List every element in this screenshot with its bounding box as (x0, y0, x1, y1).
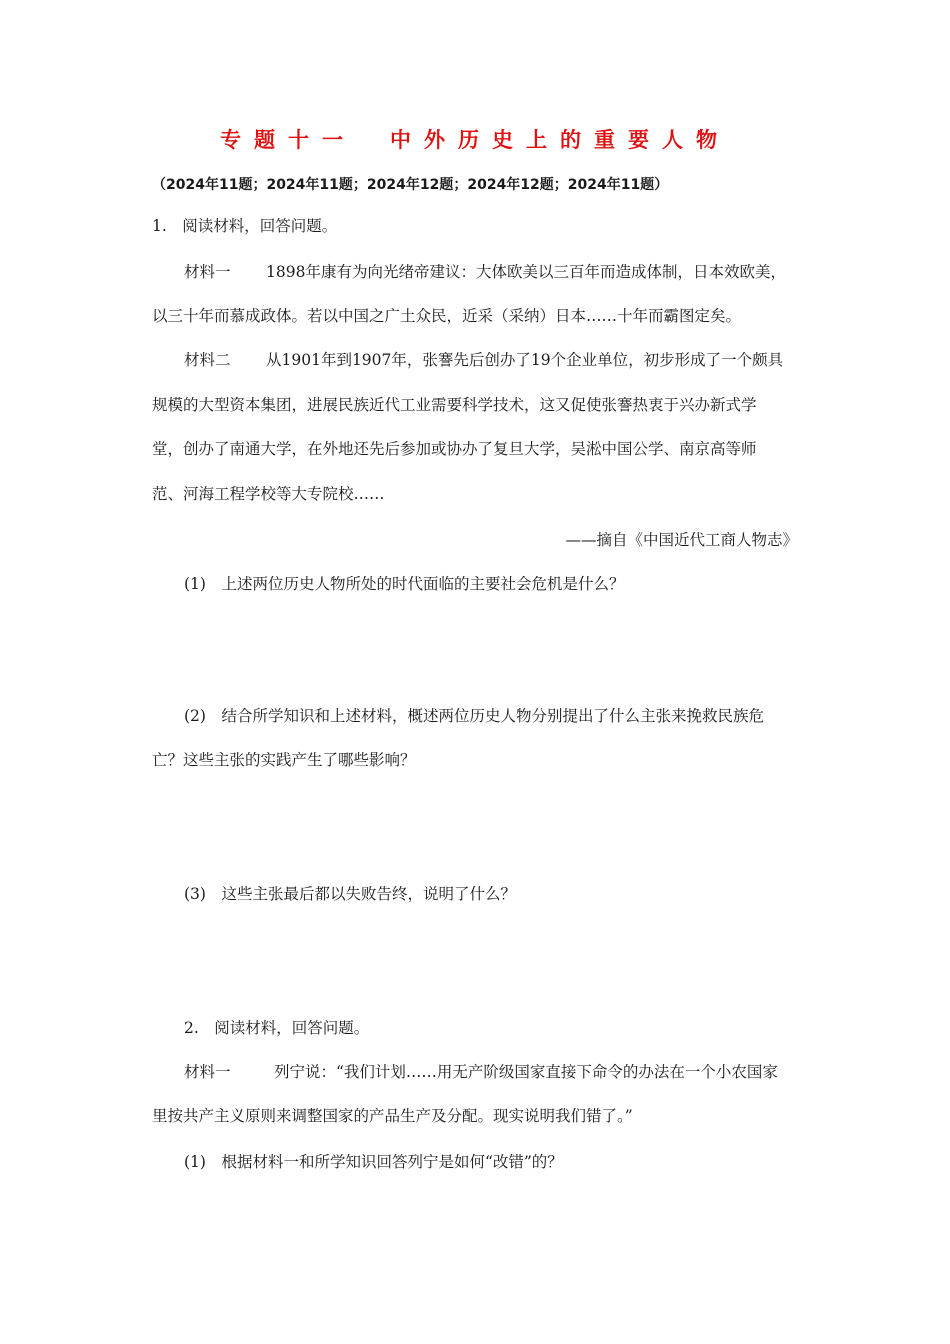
q1-material-2-line-1: 材料二 从1901年到1907年，张謇先后创办了19个企业单位，初步形成了一个颇具 (184, 351, 784, 369)
question-2-intro: 2. 阅读材料，回答问题。 (184, 1019, 370, 1037)
q2-subquestion-1: (1) 根据材料一和所学知识回答列宁是如何“改错”的？ (184, 1153, 563, 1171)
q1-material-1-line-2: 以三十年而慕成政体。若以中国之广土众民，近采（采纳）日本……十年而霸图定矣。 (152, 307, 742, 325)
q1-material-1-line-1: 材料一 1898年康有为向光绪帝建议：大体欧美以三百年而造成体制，日本效欧美， (184, 263, 786, 281)
material-source: ——摘自《中国近代工商人物志》 (565, 531, 798, 549)
q2-material-1-line-2: 里按共产主义原则来调整国家的产品生产及分配。现实说明我们错了。” (152, 1107, 633, 1125)
q1-subquestion-1: (1) 上述两位历史人物所处的时代面临的主要社会危机是什么？ (184, 575, 625, 593)
q1-subquestion-2-line-2: 亡？这些主张的实践产生了哪些影响？ (152, 751, 416, 769)
source-years: （2024年11题；2024年11题；2024年12题；2024年12题；2024年11题） (152, 177, 669, 193)
q1-material-2-line-2: 规模的大型资本集团，进展民族近代工业需要科学技术，这又促使张謇热衷于兴办新式学 (152, 396, 757, 414)
q1-subquestion-2-line-1: (2) 结合所学知识和上述材料，概述两位历史人物分别提出了什么主张来挽救民族危 (184, 707, 764, 725)
material-label: 材料二 (184, 351, 231, 369)
material-label: 材料一 (184, 1063, 231, 1081)
q2-material-1-line-1: 材料一 列宁说：“我们计划……用无产阶级国家直接下命令的办法在一个小农国家 (184, 1063, 778, 1081)
material-label: 材料一 (184, 263, 231, 281)
q1-subquestion-3: (3) 这些主张最后都以失败告终，说明了什么？ (184, 885, 516, 903)
q1-material-2-line-4: 范、河海工程学校等大专院校…… (152, 485, 385, 503)
question-1-intro: 1. 阅读材料，回答问题。 (152, 217, 338, 235)
q1-material-2-line-3: 堂，创办了南通大学，在外地还先后参加或协办了复旦大学，吴淞中国公学、南京高等师 (152, 440, 757, 458)
page-title: 专题十一 中外历史上的重要人物 (220, 128, 730, 152)
